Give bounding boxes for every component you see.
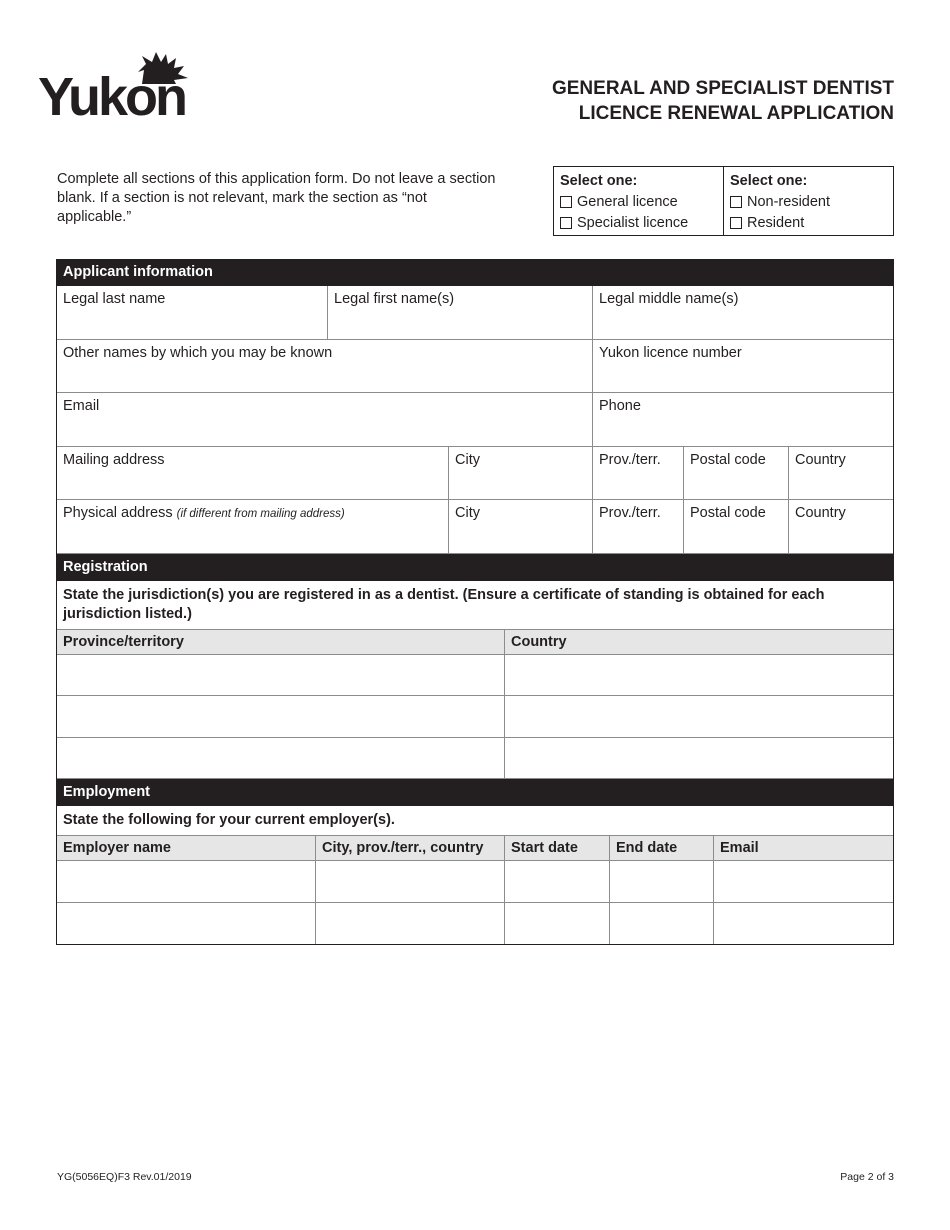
physical-address-note: (if different from mailing address) <box>176 508 345 520</box>
licence-type-group <box>554 167 723 235</box>
physical-city-field[interactable]: City <box>448 500 592 553</box>
employer-name-input[interactable] <box>57 903 315 945</box>
end-date-header: End date <box>609 836 713 860</box>
mailing-country-field[interactable]: Country <box>788 447 893 500</box>
province-territory-input[interactable] <box>57 696 504 737</box>
start-date-input[interactable] <box>504 861 609 902</box>
phone-field[interactable]: Phone <box>592 393 893 446</box>
country-input[interactable] <box>504 738 893 779</box>
physical-country-field[interactable]: Country <box>788 500 893 553</box>
other-names-field[interactable]: Other names by which you may be known <box>63 344 333 361</box>
mailing-address-row <box>57 447 893 501</box>
table-row <box>57 861 893 903</box>
registration-instruction: State the jurisdiction(s) you are registered in as a dentist. (Ensure a certificate of standing is obtained for each jurisdiction listed.) <box>57 581 893 630</box>
table-row <box>57 655 893 697</box>
licence-type-heading: Select one: <box>560 173 638 189</box>
employer-location-input[interactable] <box>315 903 504 945</box>
contact-row <box>57 393 893 447</box>
general-licence-option[interactable] <box>560 192 717 213</box>
general-licence-label: General licence <box>577 194 678 210</box>
form-code: YG(5056EQ)F3 Rev.01/2019 <box>57 1171 192 1183</box>
title-line-1: GENERAL AND SPECIALIST DENTIST <box>551 78 894 99</box>
table-row <box>57 738 893 780</box>
country-header: Country <box>504 630 893 654</box>
non-resident-option[interactable] <box>730 192 887 213</box>
employer-name-header: Employer name <box>63 840 171 856</box>
intro-instructions: Complete all sections of this application form. Do not leave a section blank. If a section is not relevant, mark the section as “not applicable.” <box>57 171 496 225</box>
mailing-city-field[interactable]: City <box>448 447 592 500</box>
resident-option[interactable] <box>730 213 887 234</box>
physical-address-field[interactable] <box>57 500 448 553</box>
country-input[interactable] <box>504 655 893 696</box>
start-date-input[interactable] <box>504 903 609 945</box>
other-names-row <box>57 340 893 394</box>
employment-column-headers <box>57 836 893 861</box>
resident-checkbox[interactable] <box>730 217 742 229</box>
employment-instruction: State the following for your current employer(s). <box>57 806 893 836</box>
title-line-2: LICENCE RENEWAL APPLICATION <box>578 103 894 124</box>
start-date-header: Start date <box>504 836 609 860</box>
physical-prov-field[interactable]: Prov./terr. <box>592 500 683 553</box>
end-date-input[interactable] <box>609 903 713 945</box>
mailing-postal-field[interactable]: Postal code <box>683 447 788 500</box>
licence-number-field[interactable]: Yukon licence number <box>592 340 893 393</box>
licence-selection-box <box>553 166 894 236</box>
legal-middle-name-field[interactable]: Legal middle name(s) <box>592 286 893 339</box>
logo-wordmark: Yukon <box>38 67 186 127</box>
table-row <box>57 696 893 738</box>
email-field[interactable]: Email <box>63 398 100 414</box>
specialist-licence-option[interactable] <box>560 213 717 234</box>
yukon-logo <box>38 52 218 128</box>
non-resident-checkbox[interactable] <box>730 196 742 208</box>
registration-column-headers <box>57 630 893 655</box>
end-date-input[interactable] <box>609 861 713 902</box>
applicant-section-heading: Applicant information <box>57 259 893 286</box>
country-input[interactable] <box>504 696 893 737</box>
name-row <box>57 286 893 340</box>
table-row <box>57 903 893 945</box>
mailing-address-field[interactable]: Mailing address <box>63 451 165 468</box>
employer-location-input[interactable] <box>315 861 504 902</box>
page-number: Page 2 of 3 <box>840 1171 894 1183</box>
legal-first-name-field[interactable]: Legal first name(s) <box>327 286 592 339</box>
employer-email-input[interactable] <box>713 861 893 902</box>
specialist-licence-checkbox[interactable] <box>560 217 572 229</box>
province-territory-input[interactable] <box>57 655 504 696</box>
employment-section-heading: Employment <box>57 779 893 806</box>
employer-name-input[interactable] <box>57 861 315 902</box>
general-licence-checkbox[interactable] <box>560 196 572 208</box>
form-title <box>552 76 894 126</box>
non-resident-label: Non-resident <box>747 194 831 210</box>
resident-label: Resident <box>747 215 805 231</box>
application-form <box>56 259 894 945</box>
legal-last-name-field[interactable]: Legal last name <box>63 291 166 307</box>
employer-email-input[interactable] <box>713 903 893 945</box>
physical-address-label: Physical address <box>63 505 173 521</box>
physical-address-row <box>57 500 893 554</box>
province-territory-input[interactable] <box>57 738 504 779</box>
employer-location-header: City, prov./terr., country <box>315 836 504 860</box>
specialist-licence-label: Specialist licence <box>577 215 689 231</box>
mailing-prov-field[interactable]: Prov./terr. <box>592 447 683 500</box>
employer-email-header: Email <box>713 836 893 860</box>
physical-postal-field[interactable]: Postal code <box>683 500 788 553</box>
residency-heading: Select one: <box>730 173 808 189</box>
province-territory-header: Province/territory <box>63 633 184 650</box>
registration-section-heading: Registration <box>57 554 893 581</box>
residency-group <box>723 167 893 235</box>
